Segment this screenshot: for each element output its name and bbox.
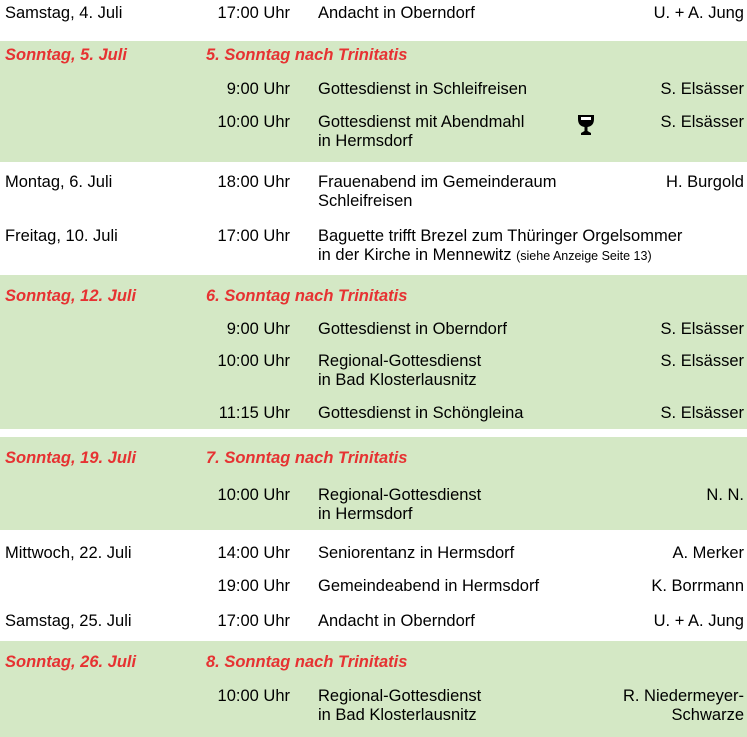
person-name: N. N. — [706, 486, 744, 504]
chalice-icon — [576, 114, 596, 136]
sunday-date: Sonntag, 12. Juli — [5, 287, 137, 305]
time-label: 9:00 Uhr — [226, 320, 290, 338]
sunday-date: Sonntag, 19. Juli — [5, 449, 137, 467]
time-label: 10:00 Uhr — [217, 486, 290, 504]
person-name: S. Elsässer — [660, 113, 744, 131]
person-name: A. Merker — [672, 544, 744, 562]
event-title-line2: in Hermsdorf — [318, 132, 413, 150]
event-title: Gottesdienst in Schleifreisen — [318, 80, 528, 98]
event-title-line2: in Bad Klosterlausnitz — [318, 371, 477, 389]
person-name: H. Burgold — [666, 173, 744, 191]
sunday-title: 6. Sonntag nach Trinitatis — [206, 287, 408, 305]
event-title: Regional-Gottesdienst — [318, 486, 482, 504]
person-name: K. Borrmann — [651, 577, 744, 595]
sunday-title: 7. Sonntag nach Trinitatis — [206, 449, 408, 467]
time-label: 10:00 Uhr — [217, 113, 290, 131]
time-label: 17:00 Uhr — [217, 227, 290, 245]
event-title: Regional-Gottesdienst — [318, 687, 482, 705]
event-title: Gemeindeabend in Hermsdorf — [318, 577, 540, 595]
time-label: 9:00 Uhr — [226, 80, 290, 98]
person-name: S. Elsässer — [660, 320, 744, 338]
time-label: 11:15 Uhr — [218, 404, 290, 422]
event-title: Seniorentanz in Hermsdorf — [318, 544, 515, 562]
sunday-title: 5. Sonntag nach Trinitatis — [206, 46, 408, 64]
person-name: U. + A. Jung — [653, 612, 744, 630]
sunday-date: Sonntag, 26. Juli — [5, 653, 137, 671]
date-label: Freitag, 10. Juli — [5, 227, 118, 245]
event-title: Baguette trifft Brezel zum Thüringer Orgelsommer — [318, 227, 683, 245]
person-name: S. Elsässer — [660, 404, 744, 422]
time-label: 19:00 Uhr — [217, 577, 290, 595]
event-title: Frauenabend im Gemeinderaum — [318, 173, 557, 191]
time-label: 10:00 Uhr — [217, 352, 290, 370]
time-label: 14:00 Uhr — [217, 544, 290, 562]
person-name-line2: Schwarze — [671, 706, 744, 724]
event-title: Gottesdienst in Oberndorf — [318, 320, 507, 338]
date-label: Samstag, 4. Juli — [5, 4, 123, 22]
event-title-line2 — [318, 246, 652, 266]
event-location: in der Kirche in Mennewitz — [318, 246, 512, 264]
event-title-line2: in Hermsdorf — [318, 505, 413, 523]
event-title: Andacht in Oberndorf — [318, 612, 475, 630]
event-title: Gottesdienst mit Abendmahl — [318, 113, 525, 131]
time-label: 10:00 Uhr — [217, 687, 290, 705]
person-name: U. + A. Jung — [653, 4, 744, 22]
time-label: 17:00 Uhr — [217, 612, 290, 630]
event-title-line2: Schleifreisen — [318, 192, 413, 210]
person-name: S. Elsässer — [660, 352, 744, 370]
date-label: Samstag, 25. Juli — [5, 612, 132, 630]
event-note: (siehe Anzeige Seite 13) — [516, 249, 652, 263]
date-label: Mittwoch, 22. Juli — [5, 544, 132, 562]
sunday-title: 8. Sonntag nach Trinitatis — [206, 653, 408, 671]
time-label: 18:00 Uhr — [217, 173, 290, 191]
event-title: Regional-Gottesdienst — [318, 352, 482, 370]
event-title: Gottesdienst in Schöngleina — [318, 404, 524, 422]
time-label: 17:00 Uhr — [217, 4, 290, 22]
event-title-line2: in Bad Klosterlausnitz — [318, 706, 477, 724]
person-name: S. Elsässer — [660, 80, 744, 98]
sunday-date: Sonntag, 5. Juli — [5, 46, 127, 64]
event-title: Andacht in Oberndorf — [318, 4, 475, 22]
person-name: R. Niedermeyer- — [622, 687, 744, 705]
date-label: Montag, 6. Juli — [5, 173, 113, 191]
